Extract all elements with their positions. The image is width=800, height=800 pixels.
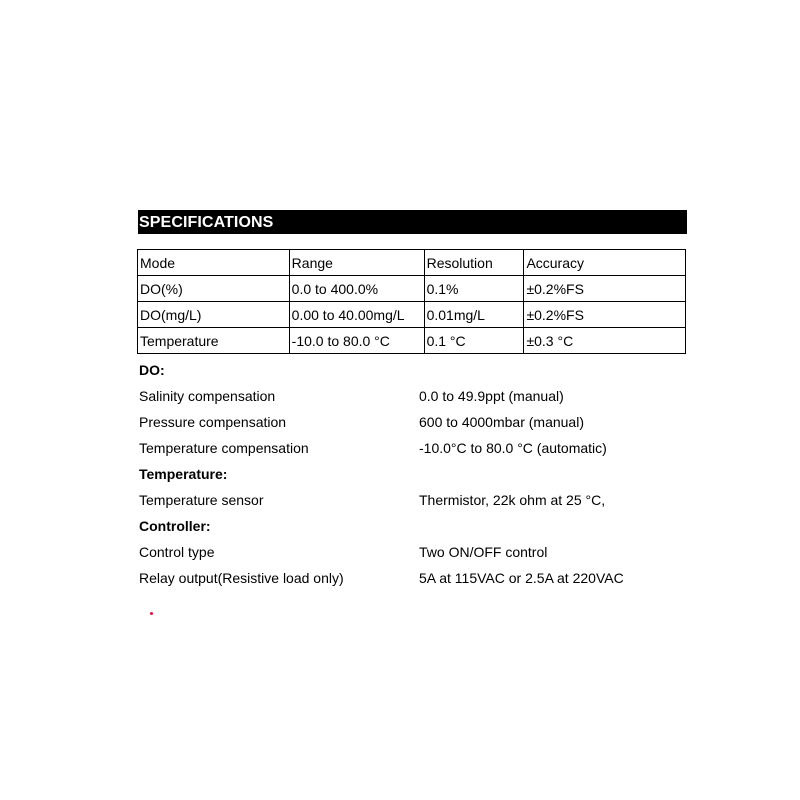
spec-label-pressure-compensation: Pressure compensation — [139, 414, 287, 430]
table-cell-range: -10.0 to 80.0 °C — [289, 328, 424, 354]
spec-label-control-type: Control type — [139, 544, 215, 560]
table-cell-accuracy: ±0.2%FS — [524, 276, 686, 302]
spec-label-salinity-compensation: Salinity compensation — [139, 388, 276, 404]
column-header-mode: Mode — [138, 250, 290, 276]
spec-value-relay-output: 5A at 115VAC or 2.5A at 220VAC — [419, 570, 624, 586]
table-header-row — [138, 250, 686, 276]
table-cell-mode: DO(%) — [138, 276, 290, 302]
table-cell-resolution: 0.1 °C — [424, 328, 524, 354]
column-header-accuracy: Accuracy — [524, 250, 686, 276]
specifications-heading: SPECIFICATIONS — [138, 210, 687, 234]
table-cell-resolution: 0.01mg/L — [424, 302, 524, 328]
spec-label-relay-output: Relay output(Resistive load only) — [139, 570, 344, 586]
table-cell-accuracy: ±0.2%FS — [524, 302, 686, 328]
column-header-resolution: Resolution — [424, 250, 524, 276]
table-cell-resolution: 0.1% — [424, 276, 524, 302]
spec-label-temperature-sensor: Temperature sensor — [139, 492, 264, 508]
table-cell-mode: DO(mg/L) — [138, 302, 290, 328]
section-title-controller: Controller: — [139, 518, 211, 534]
section-title-temperature: Temperature: — [139, 466, 228, 482]
table-cell-accuracy: ±0.3 °C — [524, 328, 686, 354]
section-title-do: DO: — [139, 362, 165, 378]
table-row — [138, 328, 686, 354]
table-cell-range: 0.0 to 400.0% — [289, 276, 424, 302]
column-header-range: Range — [289, 250, 424, 276]
spec-value-control-type: Two ON/OFF control — [419, 544, 548, 560]
table-cell-mode: Temperature — [138, 328, 290, 354]
specifications-table — [137, 249, 686, 354]
spec-value-pressure-compensation: 600 to 4000mbar (manual) — [419, 414, 584, 430]
spec-label-temperature-compensation: Temperature compensation — [139, 440, 309, 456]
spec-value-salinity-compensation: 0.0 to 49.9ppt (manual) — [419, 388, 564, 404]
table-row — [138, 302, 686, 328]
table-cell-range: 0.00 to 40.00mg/L — [289, 302, 424, 328]
red-dot-marker — [150, 612, 153, 615]
table-row — [138, 276, 686, 302]
spec-value-temperature-compensation: -10.0°C to 80.0 °C (automatic) — [419, 440, 607, 456]
spec-value-temperature-sensor: Thermistor, 22k ohm at 25 °C, — [419, 492, 606, 508]
